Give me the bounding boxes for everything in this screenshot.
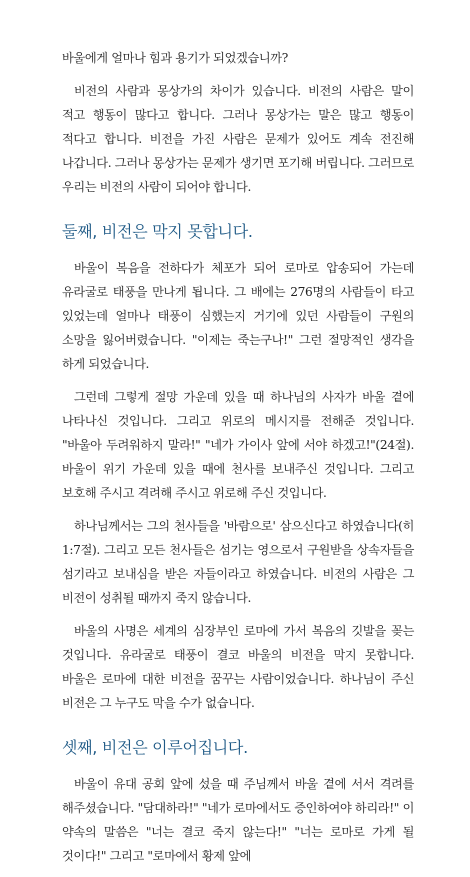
paragraph-storm: 바울이 복음을 전하다가 체포가 되어 로마로 압송되어 가는데 유라굴로 태풍을 만나게 됩니다. 그 배에는 276명의 사람들이 타고 있었는데 얼마나 태풍이 심했는지 거기에 있던 사람들이 구원의 소망을 잃어버렸습니다. "이제는 죽는구나!" 그런 절망적인 생각을 하게 되었습니다. — [62, 261, 414, 371]
paragraph-angels-service: 하나님께서는 그의 천사들을 '바람으로' 삼으신다고 하였습니다(히 1:7절). 그리고 모든 천사들은 섬기는 영으로서 구원받을 상속자들을 섬기라고 보내심을 받은 자들이라고 하였습니다. 비전의 사람은 그 비전이 성취될 때까지 죽지 않습니다. — [62, 519, 414, 605]
section-heading-third: 셋째, 비전은 이루어집니다. — [62, 738, 248, 757]
paragraph-angel-message: 그런데 그렇게 절망 가운데 있을 때 하나님의 사자가 바울 곁에 나타나신 것입니다. 그리고 위로의 메시지를 전해준 것입니다. "바울아 두려워하지 말라!" "네가 가이사 앞에 서야 하겠고!"(24절). 바울이 위기 가운데 있을 때에 천사를 보내주신 것입니다. 그리고 보호해 주시고 격려해 주시고 위로해 주신 것입니다. — [62, 390, 414, 500]
section-heading-second: 둘째, 비전은 막지 못합니다. — [62, 222, 253, 241]
paragraph-encouragement: 바울이 유대 공회 앞에 섰을 때 주님께서 바울 곁에 서서 격려를 해주셨습니다. "담대하라!" "네가 로마에서도 증인하여야 하리라!" 이 약속의 말씀은 "너는 결코 죽지 않는다!" "너는 로마로 가게 될 것이다!" 그리고 "로마에서 황제 앞에 — [62, 777, 414, 863]
paragraph-mission-rome: 바울의 사명은 세계의 심장부인 로마에 가서 복음의 깃발을 꽂는 것입니다. 유라굴로 태풍이 결코 바울의 비전을 막지 못합니다. 바울은 로마에 대한 비전을 꿈꾸는 사람이었습니다. 하나님이 주신 비전은 그 누구도 막을 수가 없습니다. — [62, 624, 414, 710]
paragraph-visionary-vs-dreamer: 비전의 사람과 몽상가의 차이가 있습니다. 비전의 사람은 말이 적고 행동이 많다고 합니다. 그러나 몽상가는 말은 많고 행동이 적다고 합니다. 비전을 가진 사람은 문제가 있어도 계속 전진해 나갑니다. 그러나 몽상가는 문제가 생기면 포기해 버립니다. 그러므로 우리는 비전의 사람이 되어야 합니다. — [62, 84, 414, 194]
document-page — [62, 46, 414, 877]
intro-paragraph: 바울에게 얼마나 힘과 용기가 되었겠습니까? — [62, 51, 288, 65]
